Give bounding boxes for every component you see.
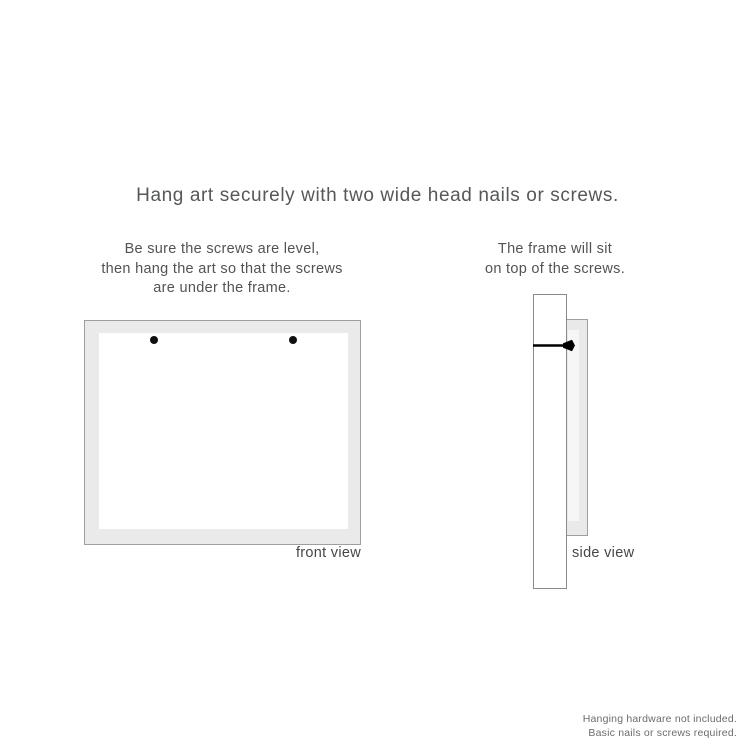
- page-title: Hang art securely with two wide head nails or screws.: [136, 185, 619, 206]
- screw-dot-icon: [150, 336, 158, 344]
- footer-disclaimer: [583, 713, 737, 740]
- instruction-line: The frame will sit: [497, 241, 613, 257]
- side-view-label: side view: [572, 545, 635, 561]
- footer-line: Hanging hardware not included.: [582, 713, 737, 725]
- instruction-line: Be sure the screws are level,: [124, 241, 320, 257]
- front-view-frame: [84, 320, 361, 545]
- side-view-instructions: [455, 240, 655, 279]
- instruction-line: are under the frame.: [153, 280, 291, 296]
- instruction-line: on top of the screws.: [484, 260, 626, 277]
- front-view-artwork: [99, 333, 348, 529]
- front-view-label: front view: [295, 545, 361, 561]
- side-view-artwork: [568, 330, 579, 521]
- nail-icon: [530, 335, 580, 357]
- screw-dot-icon: [289, 336, 297, 344]
- instruction-line: then hang the art so that the screws: [101, 260, 343, 277]
- front-view-instructions: [62, 240, 382, 299]
- footer-line: Basic nails or screws required.: [588, 726, 737, 739]
